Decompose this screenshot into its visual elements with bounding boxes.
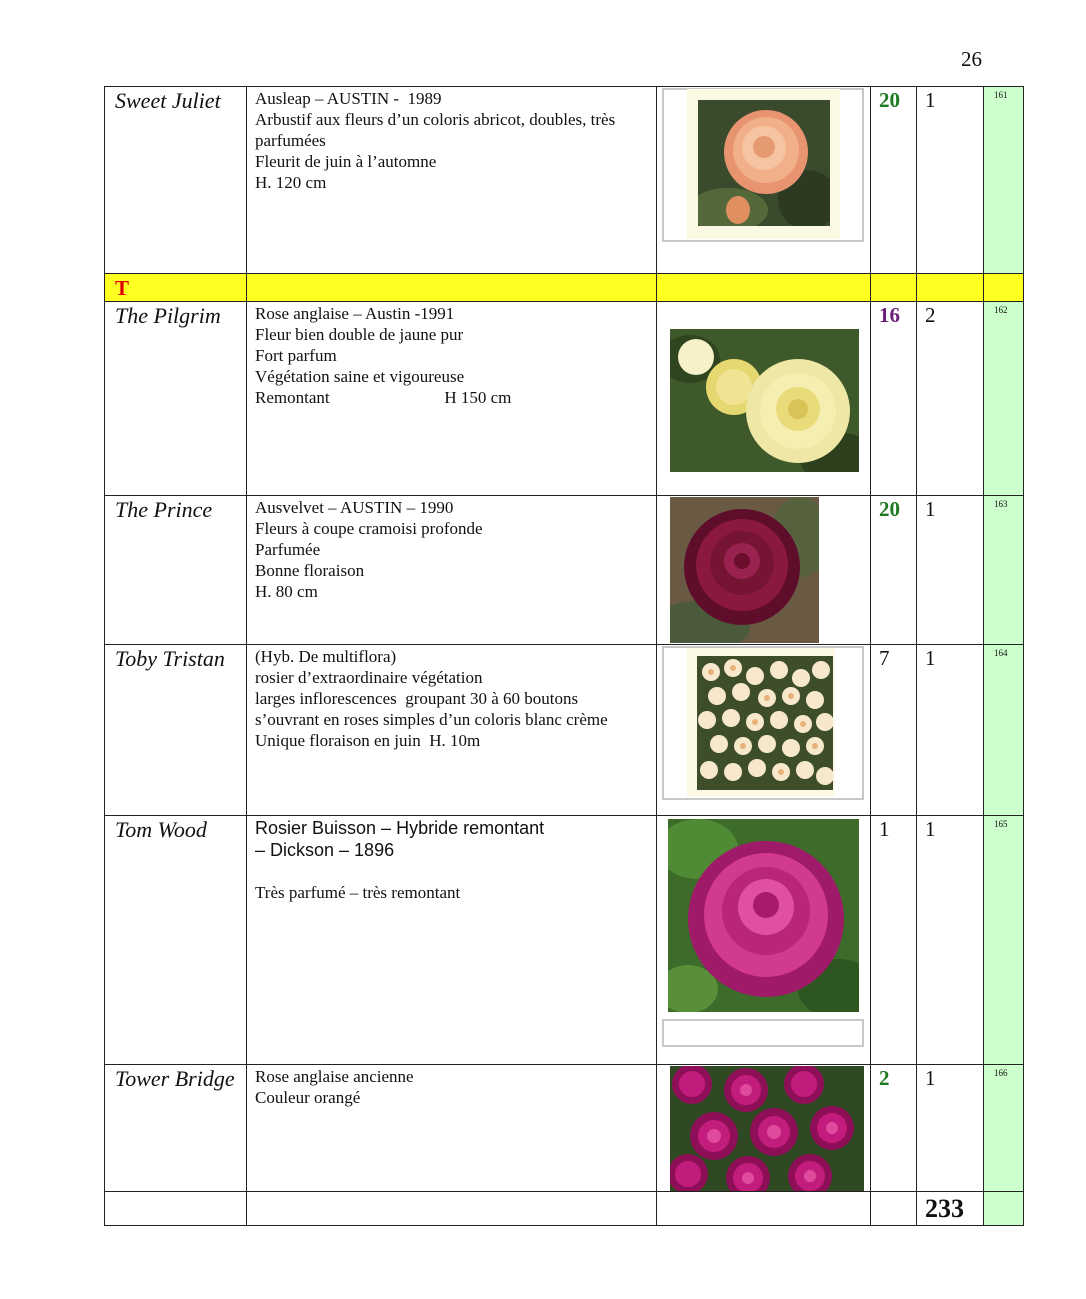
reference-number: 162 bbox=[994, 305, 1008, 315]
order-count: 2 bbox=[925, 303, 936, 327]
stock-quantity: 16 bbox=[879, 303, 900, 327]
rose-description bbox=[247, 302, 656, 408]
order-count: 1 bbox=[925, 1066, 936, 1090]
rose-photo bbox=[698, 100, 830, 226]
description-blank-line bbox=[255, 861, 656, 882]
table-row bbox=[105, 645, 1024, 816]
description-line: Fleur bien double de jaune pur bbox=[255, 325, 464, 344]
order-count: 1 bbox=[925, 646, 936, 670]
order-count: 1 bbox=[925, 497, 936, 521]
rose-name: Tower Bridge bbox=[115, 1066, 235, 1091]
total-count: 233 bbox=[925, 1194, 964, 1223]
caption-frame bbox=[662, 1019, 864, 1047]
description-line: Rose anglaise ancienne bbox=[255, 1067, 414, 1086]
stock-quantity: 1 bbox=[879, 817, 890, 841]
description-line: Unique floraison en juin H. 10m bbox=[255, 731, 481, 750]
reference-number: 165 bbox=[994, 819, 1008, 829]
description-line: H. 80 cm bbox=[255, 582, 318, 601]
page-number: 26 bbox=[961, 47, 982, 71]
rose-description bbox=[247, 1065, 656, 1108]
description-heading-line: – Dickson – 1896 bbox=[255, 840, 395, 860]
table-row bbox=[105, 496, 1024, 645]
section-letter-row bbox=[105, 274, 1024, 302]
rose-name: Tom Wood bbox=[115, 817, 207, 842]
rose-photo bbox=[670, 329, 859, 472]
reference-number: 166 bbox=[994, 1068, 1008, 1078]
rose-photo bbox=[697, 656, 833, 790]
rose-photo bbox=[668, 819, 859, 1012]
section-letter: T bbox=[115, 276, 130, 300]
description-line: Très parfumé – très remontant bbox=[255, 883, 461, 902]
description-line: Ausvelvet – AUSTIN – 1990 bbox=[255, 498, 454, 517]
description-line: rosier d’extraordinaire végétation bbox=[255, 668, 483, 687]
rose-name: The Prince bbox=[115, 497, 213, 522]
rose-description bbox=[247, 87, 656, 193]
order-count: 1 bbox=[925, 88, 936, 112]
reference-number: 163 bbox=[994, 499, 1008, 509]
stock-quantity: 20 bbox=[879, 497, 900, 521]
total-row bbox=[105, 1192, 1024, 1226]
rose-photo bbox=[670, 1066, 864, 1191]
rose-catalog-table bbox=[104, 86, 1024, 1226]
table-row bbox=[105, 87, 1024, 274]
description-line: Fleurit de juin à l’automne bbox=[255, 152, 437, 171]
rose-description bbox=[247, 496, 656, 602]
rose-description bbox=[247, 816, 656, 903]
description-line: Végétation saine et vigoureuse bbox=[255, 367, 465, 386]
description-line: Ausleap – AUSTIN - 1989 bbox=[255, 89, 442, 108]
table-row bbox=[105, 1065, 1024, 1192]
description-heading-line: Rosier Buisson – Hybride remontant bbox=[255, 818, 545, 838]
stock-quantity: 20 bbox=[879, 88, 900, 112]
table-row bbox=[105, 302, 1024, 496]
reference-number: 164 bbox=[994, 648, 1008, 658]
description-line: (Hyb. De multiflora) bbox=[255, 647, 397, 666]
description-line: Fort parfum bbox=[255, 346, 337, 365]
rose-name: Sweet Juliet bbox=[115, 88, 221, 113]
description-line: parfumées bbox=[255, 131, 326, 150]
description-line: H. 120 cm bbox=[255, 173, 327, 192]
description-line: Couleur orangé bbox=[255, 1088, 361, 1107]
description-line: Arbustif aux fleurs d’un coloris abricot, doubles, très bbox=[255, 110, 616, 129]
rose-description bbox=[247, 645, 656, 751]
rose-photo bbox=[670, 497, 819, 643]
stock-quantity: 2 bbox=[879, 1066, 890, 1090]
stock-quantity: 7 bbox=[879, 646, 890, 670]
rose-name: Toby Tristan bbox=[115, 646, 225, 671]
table-row bbox=[105, 816, 1024, 1065]
description-line: larges inflorescences groupant 30 à 60 boutons bbox=[255, 689, 579, 708]
description-line: Remontant H 150 cm bbox=[255, 388, 512, 407]
reference-number: 161 bbox=[994, 90, 1008, 100]
description-line: Bonne floraison bbox=[255, 561, 365, 580]
description-line: Rose anglaise – Austin -1991 bbox=[255, 304, 455, 323]
rose-name: The Pilgrim bbox=[115, 303, 221, 328]
order-count: 1 bbox=[925, 817, 936, 841]
description-line: Fleurs à coupe cramoisi profonde bbox=[255, 519, 483, 538]
description-line: s’ouvrant en roses simples d’un coloris blanc crème bbox=[255, 710, 608, 729]
description-line: Parfumée bbox=[255, 540, 321, 559]
